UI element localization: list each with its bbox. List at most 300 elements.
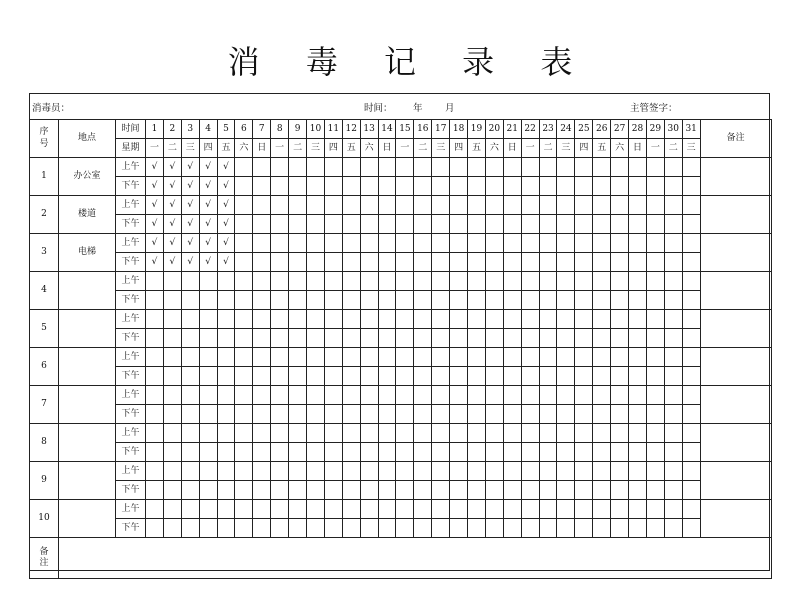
check-cell[interactable] bbox=[271, 177, 289, 196]
check-cell[interactable] bbox=[539, 386, 557, 405]
check-cell[interactable] bbox=[235, 462, 253, 481]
check-cell[interactable] bbox=[432, 481, 450, 500]
check-cell[interactable] bbox=[396, 234, 414, 253]
check-cell[interactable] bbox=[360, 367, 378, 386]
check-cell[interactable] bbox=[199, 215, 217, 234]
check-cell[interactable] bbox=[539, 443, 557, 462]
check-cell[interactable] bbox=[521, 329, 539, 348]
check-cell[interactable] bbox=[432, 443, 450, 462]
check-cell[interactable] bbox=[468, 348, 486, 367]
check-cell[interactable] bbox=[342, 253, 360, 272]
check-cell[interactable] bbox=[503, 310, 521, 329]
check-cell[interactable] bbox=[199, 405, 217, 424]
check-cell[interactable] bbox=[360, 443, 378, 462]
check-cell[interactable] bbox=[396, 310, 414, 329]
check-cell[interactable] bbox=[539, 424, 557, 443]
check-cell[interactable] bbox=[396, 329, 414, 348]
check-cell[interactable] bbox=[629, 481, 647, 500]
check-cell[interactable] bbox=[307, 367, 325, 386]
check-cell[interactable] bbox=[146, 253, 164, 272]
check-cell[interactable] bbox=[163, 443, 181, 462]
check-cell[interactable] bbox=[575, 158, 593, 177]
check-cell[interactable] bbox=[664, 329, 682, 348]
check-cell[interactable] bbox=[163, 424, 181, 443]
check-cell[interactable] bbox=[360, 215, 378, 234]
check-cell[interactable] bbox=[593, 196, 611, 215]
check-cell[interactable] bbox=[646, 272, 664, 291]
check-cell[interactable] bbox=[360, 177, 378, 196]
check-cell[interactable] bbox=[146, 177, 164, 196]
check-cell[interactable] bbox=[324, 329, 342, 348]
check-cell[interactable] bbox=[539, 405, 557, 424]
check-cell[interactable] bbox=[629, 272, 647, 291]
check-cell[interactable] bbox=[646, 348, 664, 367]
check-cell[interactable] bbox=[468, 234, 486, 253]
check-cell[interactable] bbox=[414, 215, 432, 234]
check-cell[interactable] bbox=[217, 367, 235, 386]
check-cell[interactable] bbox=[485, 519, 503, 538]
check-cell[interactable] bbox=[611, 367, 629, 386]
check-cell[interactable] bbox=[235, 348, 253, 367]
check-cell[interactable] bbox=[235, 272, 253, 291]
check-cell[interactable] bbox=[521, 253, 539, 272]
check-cell[interactable] bbox=[289, 253, 307, 272]
check-cell[interactable] bbox=[324, 177, 342, 196]
check-cell[interactable] bbox=[235, 405, 253, 424]
check-cell[interactable] bbox=[485, 443, 503, 462]
check-cell[interactable] bbox=[217, 234, 235, 253]
check-cell[interactable] bbox=[378, 405, 396, 424]
check-cell[interactable] bbox=[378, 253, 396, 272]
check-cell[interactable] bbox=[271, 272, 289, 291]
check-cell[interactable] bbox=[199, 272, 217, 291]
check-cell[interactable] bbox=[324, 234, 342, 253]
check-cell[interactable] bbox=[163, 196, 181, 215]
check-cell[interactable] bbox=[539, 253, 557, 272]
check-cell[interactable] bbox=[271, 500, 289, 519]
check-cell[interactable] bbox=[235, 291, 253, 310]
check-cell[interactable] bbox=[146, 519, 164, 538]
check-cell[interactable] bbox=[342, 367, 360, 386]
check-cell[interactable] bbox=[360, 272, 378, 291]
check-cell[interactable] bbox=[593, 272, 611, 291]
check-cell[interactable] bbox=[611, 272, 629, 291]
check-cell[interactable] bbox=[468, 253, 486, 272]
check-cell[interactable] bbox=[253, 158, 271, 177]
check-cell[interactable] bbox=[629, 329, 647, 348]
check-cell[interactable] bbox=[450, 367, 468, 386]
check-cell[interactable] bbox=[199, 329, 217, 348]
check-cell[interactable] bbox=[324, 462, 342, 481]
check-cell[interactable] bbox=[271, 310, 289, 329]
check-cell[interactable] bbox=[235, 443, 253, 462]
check-cell[interactable] bbox=[217, 158, 235, 177]
check-cell[interactable] bbox=[199, 291, 217, 310]
check-cell[interactable] bbox=[181, 215, 199, 234]
check-cell[interactable] bbox=[414, 424, 432, 443]
check-cell[interactable] bbox=[146, 405, 164, 424]
check-cell[interactable] bbox=[414, 519, 432, 538]
check-cell[interactable] bbox=[378, 519, 396, 538]
remarks-cell[interactable] bbox=[700, 386, 771, 424]
check-cell[interactable] bbox=[593, 291, 611, 310]
check-cell[interactable] bbox=[199, 177, 217, 196]
check-cell[interactable] bbox=[521, 310, 539, 329]
check-cell[interactable] bbox=[378, 158, 396, 177]
check-cell[interactable] bbox=[432, 234, 450, 253]
check-cell[interactable] bbox=[539, 291, 557, 310]
check-cell[interactable] bbox=[378, 291, 396, 310]
check-cell[interactable] bbox=[181, 481, 199, 500]
check-cell[interactable] bbox=[611, 519, 629, 538]
check-cell[interactable] bbox=[575, 291, 593, 310]
check-cell[interactable] bbox=[450, 481, 468, 500]
check-cell[interactable] bbox=[450, 500, 468, 519]
remarks-cell[interactable] bbox=[700, 234, 771, 272]
check-cell[interactable] bbox=[575, 405, 593, 424]
check-cell[interactable] bbox=[378, 310, 396, 329]
check-cell[interactable] bbox=[593, 519, 611, 538]
check-cell[interactable] bbox=[360, 310, 378, 329]
check-cell[interactable] bbox=[199, 500, 217, 519]
check-cell[interactable] bbox=[414, 500, 432, 519]
check-cell[interactable] bbox=[450, 348, 468, 367]
check-cell[interactable] bbox=[289, 481, 307, 500]
check-cell[interactable] bbox=[378, 367, 396, 386]
check-cell[interactable] bbox=[485, 291, 503, 310]
check-cell[interactable] bbox=[539, 158, 557, 177]
check-cell[interactable] bbox=[342, 519, 360, 538]
check-cell[interactable] bbox=[593, 234, 611, 253]
check-cell[interactable] bbox=[646, 519, 664, 538]
check-cell[interactable] bbox=[629, 177, 647, 196]
check-cell[interactable] bbox=[289, 405, 307, 424]
check-cell[interactable] bbox=[307, 158, 325, 177]
location-cell[interactable]: 电梯 bbox=[59, 234, 116, 272]
check-cell[interactable] bbox=[217, 272, 235, 291]
check-cell[interactable] bbox=[611, 196, 629, 215]
check-cell[interactable] bbox=[307, 462, 325, 481]
check-cell[interactable] bbox=[503, 367, 521, 386]
check-cell[interactable] bbox=[450, 386, 468, 405]
check-cell[interactable] bbox=[503, 253, 521, 272]
check-cell[interactable] bbox=[468, 519, 486, 538]
check-cell[interactable] bbox=[629, 348, 647, 367]
check-cell[interactable] bbox=[324, 215, 342, 234]
check-cell[interactable] bbox=[539, 519, 557, 538]
check-cell[interactable] bbox=[199, 367, 217, 386]
check-cell[interactable] bbox=[146, 215, 164, 234]
check-cell[interactable] bbox=[485, 272, 503, 291]
check-cell[interactable] bbox=[521, 500, 539, 519]
check-cell[interactable] bbox=[557, 481, 575, 500]
check-cell[interactable] bbox=[682, 405, 700, 424]
check-cell[interactable] bbox=[360, 348, 378, 367]
check-cell[interactable] bbox=[181, 253, 199, 272]
check-cell[interactable] bbox=[146, 424, 164, 443]
check-cell[interactable] bbox=[611, 234, 629, 253]
check-cell[interactable] bbox=[181, 500, 199, 519]
check-cell[interactable] bbox=[521, 481, 539, 500]
check-cell[interactable] bbox=[664, 367, 682, 386]
check-cell[interactable] bbox=[450, 310, 468, 329]
check-cell[interactable] bbox=[360, 462, 378, 481]
check-cell[interactable] bbox=[342, 158, 360, 177]
check-cell[interactable] bbox=[450, 158, 468, 177]
check-cell[interactable] bbox=[181, 462, 199, 481]
check-cell[interactable] bbox=[468, 158, 486, 177]
check-cell[interactable] bbox=[521, 272, 539, 291]
check-cell[interactable] bbox=[235, 158, 253, 177]
check-cell[interactable] bbox=[575, 310, 593, 329]
check-cell[interactable] bbox=[253, 215, 271, 234]
check-cell[interactable] bbox=[432, 329, 450, 348]
check-cell[interactable] bbox=[271, 196, 289, 215]
check-cell[interactable] bbox=[289, 310, 307, 329]
check-cell[interactable] bbox=[342, 291, 360, 310]
check-cell[interactable] bbox=[646, 215, 664, 234]
check-cell[interactable] bbox=[521, 424, 539, 443]
check-cell[interactable] bbox=[575, 424, 593, 443]
check-cell[interactable] bbox=[181, 177, 199, 196]
check-cell[interactable] bbox=[217, 253, 235, 272]
check-cell[interactable] bbox=[450, 405, 468, 424]
check-cell[interactable] bbox=[307, 272, 325, 291]
check-cell[interactable] bbox=[432, 367, 450, 386]
check-cell[interactable] bbox=[646, 462, 664, 481]
check-cell[interactable] bbox=[235, 196, 253, 215]
check-cell[interactable] bbox=[307, 386, 325, 405]
check-cell[interactable] bbox=[235, 215, 253, 234]
check-cell[interactable] bbox=[217, 443, 235, 462]
check-cell[interactable] bbox=[682, 519, 700, 538]
check-cell[interactable] bbox=[146, 367, 164, 386]
check-cell[interactable] bbox=[682, 462, 700, 481]
check-cell[interactable] bbox=[664, 310, 682, 329]
check-cell[interactable] bbox=[575, 386, 593, 405]
check-cell[interactable] bbox=[378, 462, 396, 481]
check-cell[interactable] bbox=[646, 329, 664, 348]
check-cell[interactable] bbox=[664, 196, 682, 215]
check-cell[interactable] bbox=[539, 272, 557, 291]
check-cell[interactable] bbox=[611, 177, 629, 196]
check-cell[interactable] bbox=[611, 158, 629, 177]
check-cell[interactable] bbox=[146, 481, 164, 500]
check-cell[interactable] bbox=[217, 500, 235, 519]
check-cell[interactable] bbox=[414, 158, 432, 177]
check-cell[interactable] bbox=[414, 443, 432, 462]
check-cell[interactable] bbox=[593, 443, 611, 462]
check-cell[interactable] bbox=[396, 215, 414, 234]
check-cell[interactable] bbox=[521, 405, 539, 424]
check-cell[interactable] bbox=[360, 481, 378, 500]
check-cell[interactable] bbox=[611, 424, 629, 443]
check-cell[interactable] bbox=[557, 234, 575, 253]
check-cell[interactable] bbox=[503, 405, 521, 424]
check-cell[interactable] bbox=[217, 348, 235, 367]
check-cell[interactable] bbox=[378, 481, 396, 500]
check-cell[interactable] bbox=[396, 386, 414, 405]
check-cell[interactable] bbox=[253, 177, 271, 196]
check-cell[interactable] bbox=[271, 443, 289, 462]
check-cell[interactable] bbox=[557, 310, 575, 329]
remarks-cell[interactable] bbox=[700, 500, 771, 538]
check-cell[interactable] bbox=[181, 386, 199, 405]
check-cell[interactable] bbox=[593, 253, 611, 272]
check-cell[interactable] bbox=[414, 253, 432, 272]
check-cell[interactable] bbox=[360, 424, 378, 443]
check-cell[interactable] bbox=[557, 405, 575, 424]
check-cell[interactable] bbox=[521, 158, 539, 177]
check-cell[interactable] bbox=[539, 481, 557, 500]
check-cell[interactable] bbox=[682, 386, 700, 405]
check-cell[interactable] bbox=[396, 462, 414, 481]
check-cell[interactable] bbox=[253, 424, 271, 443]
check-cell[interactable] bbox=[503, 196, 521, 215]
check-cell[interactable] bbox=[324, 272, 342, 291]
check-cell[interactable] bbox=[432, 177, 450, 196]
check-cell[interactable] bbox=[646, 158, 664, 177]
check-cell[interactable] bbox=[414, 329, 432, 348]
check-cell[interactable] bbox=[414, 462, 432, 481]
check-cell[interactable] bbox=[646, 443, 664, 462]
check-cell[interactable] bbox=[324, 519, 342, 538]
check-cell[interactable] bbox=[593, 424, 611, 443]
check-cell[interactable] bbox=[360, 405, 378, 424]
check-cell[interactable] bbox=[342, 234, 360, 253]
check-cell[interactable] bbox=[146, 386, 164, 405]
check-cell[interactable] bbox=[199, 253, 217, 272]
check-cell[interactable] bbox=[485, 234, 503, 253]
check-cell[interactable] bbox=[664, 158, 682, 177]
check-cell[interactable] bbox=[342, 500, 360, 519]
check-cell[interactable] bbox=[646, 196, 664, 215]
check-cell[interactable] bbox=[432, 215, 450, 234]
check-cell[interactable] bbox=[593, 158, 611, 177]
check-cell[interactable] bbox=[485, 367, 503, 386]
check-cell[interactable] bbox=[575, 519, 593, 538]
check-cell[interactable] bbox=[557, 424, 575, 443]
check-cell[interactable] bbox=[146, 348, 164, 367]
check-cell[interactable] bbox=[324, 158, 342, 177]
check-cell[interactable] bbox=[396, 481, 414, 500]
check-cell[interactable] bbox=[593, 405, 611, 424]
check-cell[interactable] bbox=[271, 462, 289, 481]
check-cell[interactable] bbox=[593, 348, 611, 367]
check-cell[interactable] bbox=[539, 500, 557, 519]
check-cell[interactable] bbox=[450, 519, 468, 538]
check-cell[interactable] bbox=[503, 348, 521, 367]
check-cell[interactable] bbox=[557, 519, 575, 538]
check-cell[interactable] bbox=[682, 215, 700, 234]
check-cell[interactable] bbox=[521, 215, 539, 234]
check-cell[interactable] bbox=[289, 196, 307, 215]
check-cell[interactable] bbox=[503, 329, 521, 348]
check-cell[interactable] bbox=[682, 253, 700, 272]
check-cell[interactable] bbox=[503, 234, 521, 253]
check-cell[interactable] bbox=[503, 424, 521, 443]
check-cell[interactable] bbox=[468, 215, 486, 234]
check-cell[interactable] bbox=[146, 329, 164, 348]
check-cell[interactable] bbox=[503, 386, 521, 405]
check-cell[interactable] bbox=[557, 196, 575, 215]
check-cell[interactable] bbox=[289, 462, 307, 481]
check-cell[interactable] bbox=[485, 405, 503, 424]
check-cell[interactable] bbox=[253, 329, 271, 348]
check-cell[interactable] bbox=[146, 291, 164, 310]
check-cell[interactable] bbox=[682, 291, 700, 310]
check-cell[interactable] bbox=[629, 215, 647, 234]
check-cell[interactable] bbox=[646, 310, 664, 329]
check-cell[interactable] bbox=[664, 424, 682, 443]
check-cell[interactable] bbox=[664, 481, 682, 500]
check-cell[interactable] bbox=[324, 424, 342, 443]
check-cell[interactable] bbox=[217, 196, 235, 215]
check-cell[interactable] bbox=[646, 405, 664, 424]
check-cell[interactable] bbox=[181, 424, 199, 443]
check-cell[interactable] bbox=[199, 519, 217, 538]
check-cell[interactable] bbox=[235, 519, 253, 538]
check-cell[interactable] bbox=[646, 367, 664, 386]
check-cell[interactable] bbox=[396, 443, 414, 462]
check-cell[interactable] bbox=[217, 329, 235, 348]
check-cell[interactable] bbox=[503, 443, 521, 462]
location-cell[interactable]: 楼道 bbox=[59, 196, 116, 234]
check-cell[interactable] bbox=[468, 481, 486, 500]
check-cell[interactable] bbox=[378, 177, 396, 196]
check-cell[interactable] bbox=[342, 424, 360, 443]
check-cell[interactable] bbox=[307, 405, 325, 424]
check-cell[interactable] bbox=[163, 291, 181, 310]
check-cell[interactable] bbox=[646, 291, 664, 310]
check-cell[interactable] bbox=[289, 367, 307, 386]
check-cell[interactable] bbox=[503, 158, 521, 177]
check-cell[interactable] bbox=[593, 500, 611, 519]
check-cell[interactable] bbox=[360, 500, 378, 519]
check-cell[interactable] bbox=[646, 424, 664, 443]
check-cell[interactable] bbox=[396, 367, 414, 386]
location-cell[interactable] bbox=[59, 500, 116, 538]
check-cell[interactable] bbox=[396, 177, 414, 196]
check-cell[interactable] bbox=[468, 291, 486, 310]
check-cell[interactable] bbox=[271, 253, 289, 272]
location-cell[interactable] bbox=[59, 272, 116, 310]
check-cell[interactable] bbox=[432, 158, 450, 177]
check-cell[interactable] bbox=[450, 196, 468, 215]
check-cell[interactable] bbox=[271, 348, 289, 367]
check-cell[interactable] bbox=[271, 424, 289, 443]
check-cell[interactable] bbox=[396, 272, 414, 291]
location-cell[interactable] bbox=[59, 310, 116, 348]
check-cell[interactable] bbox=[664, 519, 682, 538]
check-cell[interactable] bbox=[396, 405, 414, 424]
check-cell[interactable] bbox=[360, 253, 378, 272]
check-cell[interactable] bbox=[235, 481, 253, 500]
check-cell[interactable] bbox=[575, 215, 593, 234]
check-cell[interactable] bbox=[485, 310, 503, 329]
check-cell[interactable] bbox=[503, 272, 521, 291]
check-cell[interactable] bbox=[468, 405, 486, 424]
check-cell[interactable] bbox=[557, 348, 575, 367]
check-cell[interactable] bbox=[414, 481, 432, 500]
check-cell[interactable] bbox=[629, 424, 647, 443]
check-cell[interactable] bbox=[629, 158, 647, 177]
check-cell[interactable] bbox=[289, 519, 307, 538]
check-cell[interactable] bbox=[629, 234, 647, 253]
check-cell[interactable] bbox=[485, 158, 503, 177]
check-cell[interactable] bbox=[557, 291, 575, 310]
check-cell[interactable] bbox=[378, 215, 396, 234]
